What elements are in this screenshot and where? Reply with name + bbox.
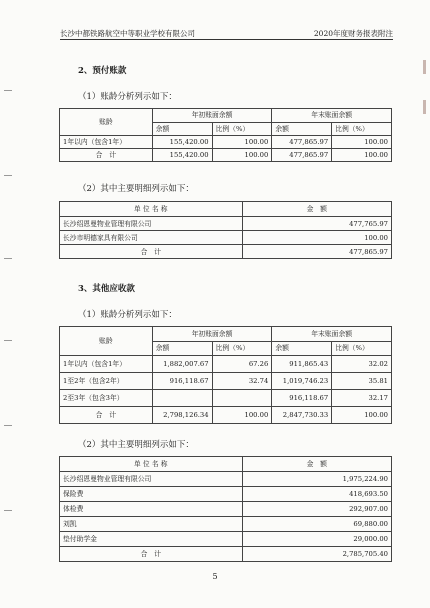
amount-cell: 477,865.97 bbox=[242, 245, 391, 259]
name-cell: 刘凯 bbox=[60, 517, 243, 532]
total-label: 合 计 bbox=[60, 547, 243, 562]
amount-cell: 477,865.97 bbox=[272, 149, 332, 162]
table-row bbox=[60, 502, 392, 517]
col-name-header: 单 位 名 称 bbox=[60, 202, 243, 217]
col-age-header: 账龄 bbox=[60, 327, 153, 356]
amount-cell: 916,118.67 bbox=[152, 373, 212, 390]
amount-cell: 1,019,746.23 bbox=[272, 373, 332, 390]
percent-cell bbox=[212, 390, 272, 407]
amount-cell: 911,865.43 bbox=[272, 356, 332, 373]
section-3-sub2: （2）其中主要明细列示如下： bbox=[78, 440, 194, 450]
col-name-header: 单 位 名 称 bbox=[60, 457, 243, 472]
amount-cell: 477,765.97 bbox=[242, 217, 391, 231]
table-row bbox=[60, 472, 392, 487]
amount-cell: 2,785,705.40 bbox=[242, 547, 391, 562]
name-cell: 长沙绍恩曼物业管理有限公司 bbox=[60, 217, 243, 231]
prepayment-aging-table bbox=[59, 108, 392, 162]
amount-cell: 69,880.00 bbox=[242, 517, 391, 532]
percent-cell: 100.00 bbox=[212, 136, 272, 149]
col-end-header: 年末账面余额 bbox=[272, 109, 392, 123]
percent-cell: 67.26 bbox=[212, 356, 272, 373]
amount-cell: 29,000.00 bbox=[242, 532, 391, 547]
table-row bbox=[60, 532, 392, 547]
percent-cell: 100.00 bbox=[212, 407, 272, 424]
col-amount-header: 余额 bbox=[272, 341, 332, 356]
table-row bbox=[60, 231, 392, 245]
header-report-title: 2020年度财务报表附注 bbox=[313, 29, 393, 38]
amount-cell: 155,420.00 bbox=[152, 136, 212, 149]
col-age-header: 账龄 bbox=[60, 109, 153, 136]
total-row bbox=[60, 245, 392, 259]
name-cell: 长沙绍恩曼物业管理有限公司 bbox=[60, 472, 243, 487]
name-cell: 长沙市明德家具有限公司 bbox=[60, 231, 243, 245]
total-label: 合 计 bbox=[60, 245, 243, 259]
binding-mark bbox=[423, 60, 426, 74]
binding-mark bbox=[423, 100, 426, 114]
col-begin-header: 年初账面余额 bbox=[152, 327, 272, 342]
amount-cell: 916,118.67 bbox=[272, 390, 332, 407]
percent-cell: 32.74 bbox=[212, 373, 272, 390]
col-amount-header: 余额 bbox=[272, 122, 332, 136]
col-percent-header: 比例（%） bbox=[332, 341, 392, 356]
amount-cell: 155,420.00 bbox=[152, 149, 212, 162]
margin-mark bbox=[4, 175, 12, 176]
amount-cell: 292,907.00 bbox=[242, 502, 391, 517]
age-cell: 1至2年（包含2年） bbox=[60, 373, 153, 390]
table-row bbox=[60, 217, 392, 231]
col-amount-header: 余额 bbox=[152, 341, 212, 356]
margin-mark bbox=[4, 340, 12, 341]
page-header bbox=[60, 26, 393, 40]
other-receivables-aging-table bbox=[59, 326, 392, 424]
amount-cell: 2,798,126.34 bbox=[152, 407, 212, 424]
col-percent-header: 比例（%） bbox=[332, 122, 392, 136]
col-end-header: 年末账面余额 bbox=[272, 327, 392, 342]
section-2-sub1: （1）账龄分析列示如下： bbox=[78, 92, 177, 102]
col-amount-header: 余额 bbox=[152, 122, 212, 136]
amount-cell: 100.00 bbox=[242, 231, 391, 245]
percent-cell: 32.02 bbox=[332, 356, 392, 373]
table-row bbox=[60, 136, 392, 149]
col-begin-header: 年初账面余额 bbox=[152, 109, 272, 123]
percent-cell: 100.00 bbox=[332, 136, 392, 149]
amount-cell: 477,865.97 bbox=[272, 136, 332, 149]
margin-mark bbox=[4, 258, 12, 259]
section-2-title: 2、预付账款 bbox=[78, 66, 127, 76]
age-cell: 1年以内（包含1年） bbox=[60, 356, 153, 373]
total-label: 合 计 bbox=[60, 149, 153, 162]
amount-cell: 1,975,224.90 bbox=[242, 472, 391, 487]
percent-cell: 100.00 bbox=[332, 407, 392, 424]
total-label: 合 计 bbox=[60, 407, 153, 424]
col-amount-header: 金 额 bbox=[242, 202, 391, 217]
amount-cell bbox=[152, 390, 212, 407]
table-row bbox=[60, 517, 392, 532]
amount-cell: 2,847,730.33 bbox=[272, 407, 332, 424]
amount-cell: 1,882,007.67 bbox=[152, 356, 212, 373]
col-percent-header: 比例（%） bbox=[212, 122, 272, 136]
total-row bbox=[60, 407, 392, 424]
age-cell: 1年以内（包含1年） bbox=[60, 136, 153, 149]
age-cell: 2至3年（包含3年） bbox=[60, 390, 153, 407]
amount-cell: 418,693.50 bbox=[242, 487, 391, 502]
total-row bbox=[60, 547, 392, 562]
percent-cell: 100.00 bbox=[212, 149, 272, 162]
percent-cell: 32.17 bbox=[332, 390, 392, 407]
other-receivables-detail-table bbox=[59, 456, 392, 562]
section-3-title: 3、其他应收款 bbox=[78, 284, 135, 294]
table-row bbox=[60, 356, 392, 373]
header-company: 长沙中都铁路航空中等职业学校有限公司 bbox=[60, 29, 195, 38]
name-cell: 垫付助学金 bbox=[60, 532, 243, 547]
margin-mark bbox=[4, 425, 12, 426]
name-cell: 体检费 bbox=[60, 502, 243, 517]
margin-mark bbox=[4, 510, 12, 511]
percent-cell: 100.00 bbox=[332, 149, 392, 162]
col-amount-header: 金 额 bbox=[242, 457, 391, 472]
margin-mark bbox=[4, 90, 12, 91]
prepayment-detail-table bbox=[59, 201, 392, 259]
table-row bbox=[60, 487, 392, 502]
table-row bbox=[60, 390, 392, 407]
section-2-sub2: （2）其中主要明细列示如下： bbox=[78, 184, 194, 194]
page-number: 5 bbox=[212, 572, 218, 581]
percent-cell: 35.81 bbox=[332, 373, 392, 390]
total-row bbox=[60, 149, 392, 162]
name-cell: 保险费 bbox=[60, 487, 243, 502]
section-3-sub1: （1）账龄分析列示如下： bbox=[78, 310, 177, 320]
col-percent-header: 比例（%） bbox=[212, 341, 272, 356]
table-row bbox=[60, 373, 392, 390]
